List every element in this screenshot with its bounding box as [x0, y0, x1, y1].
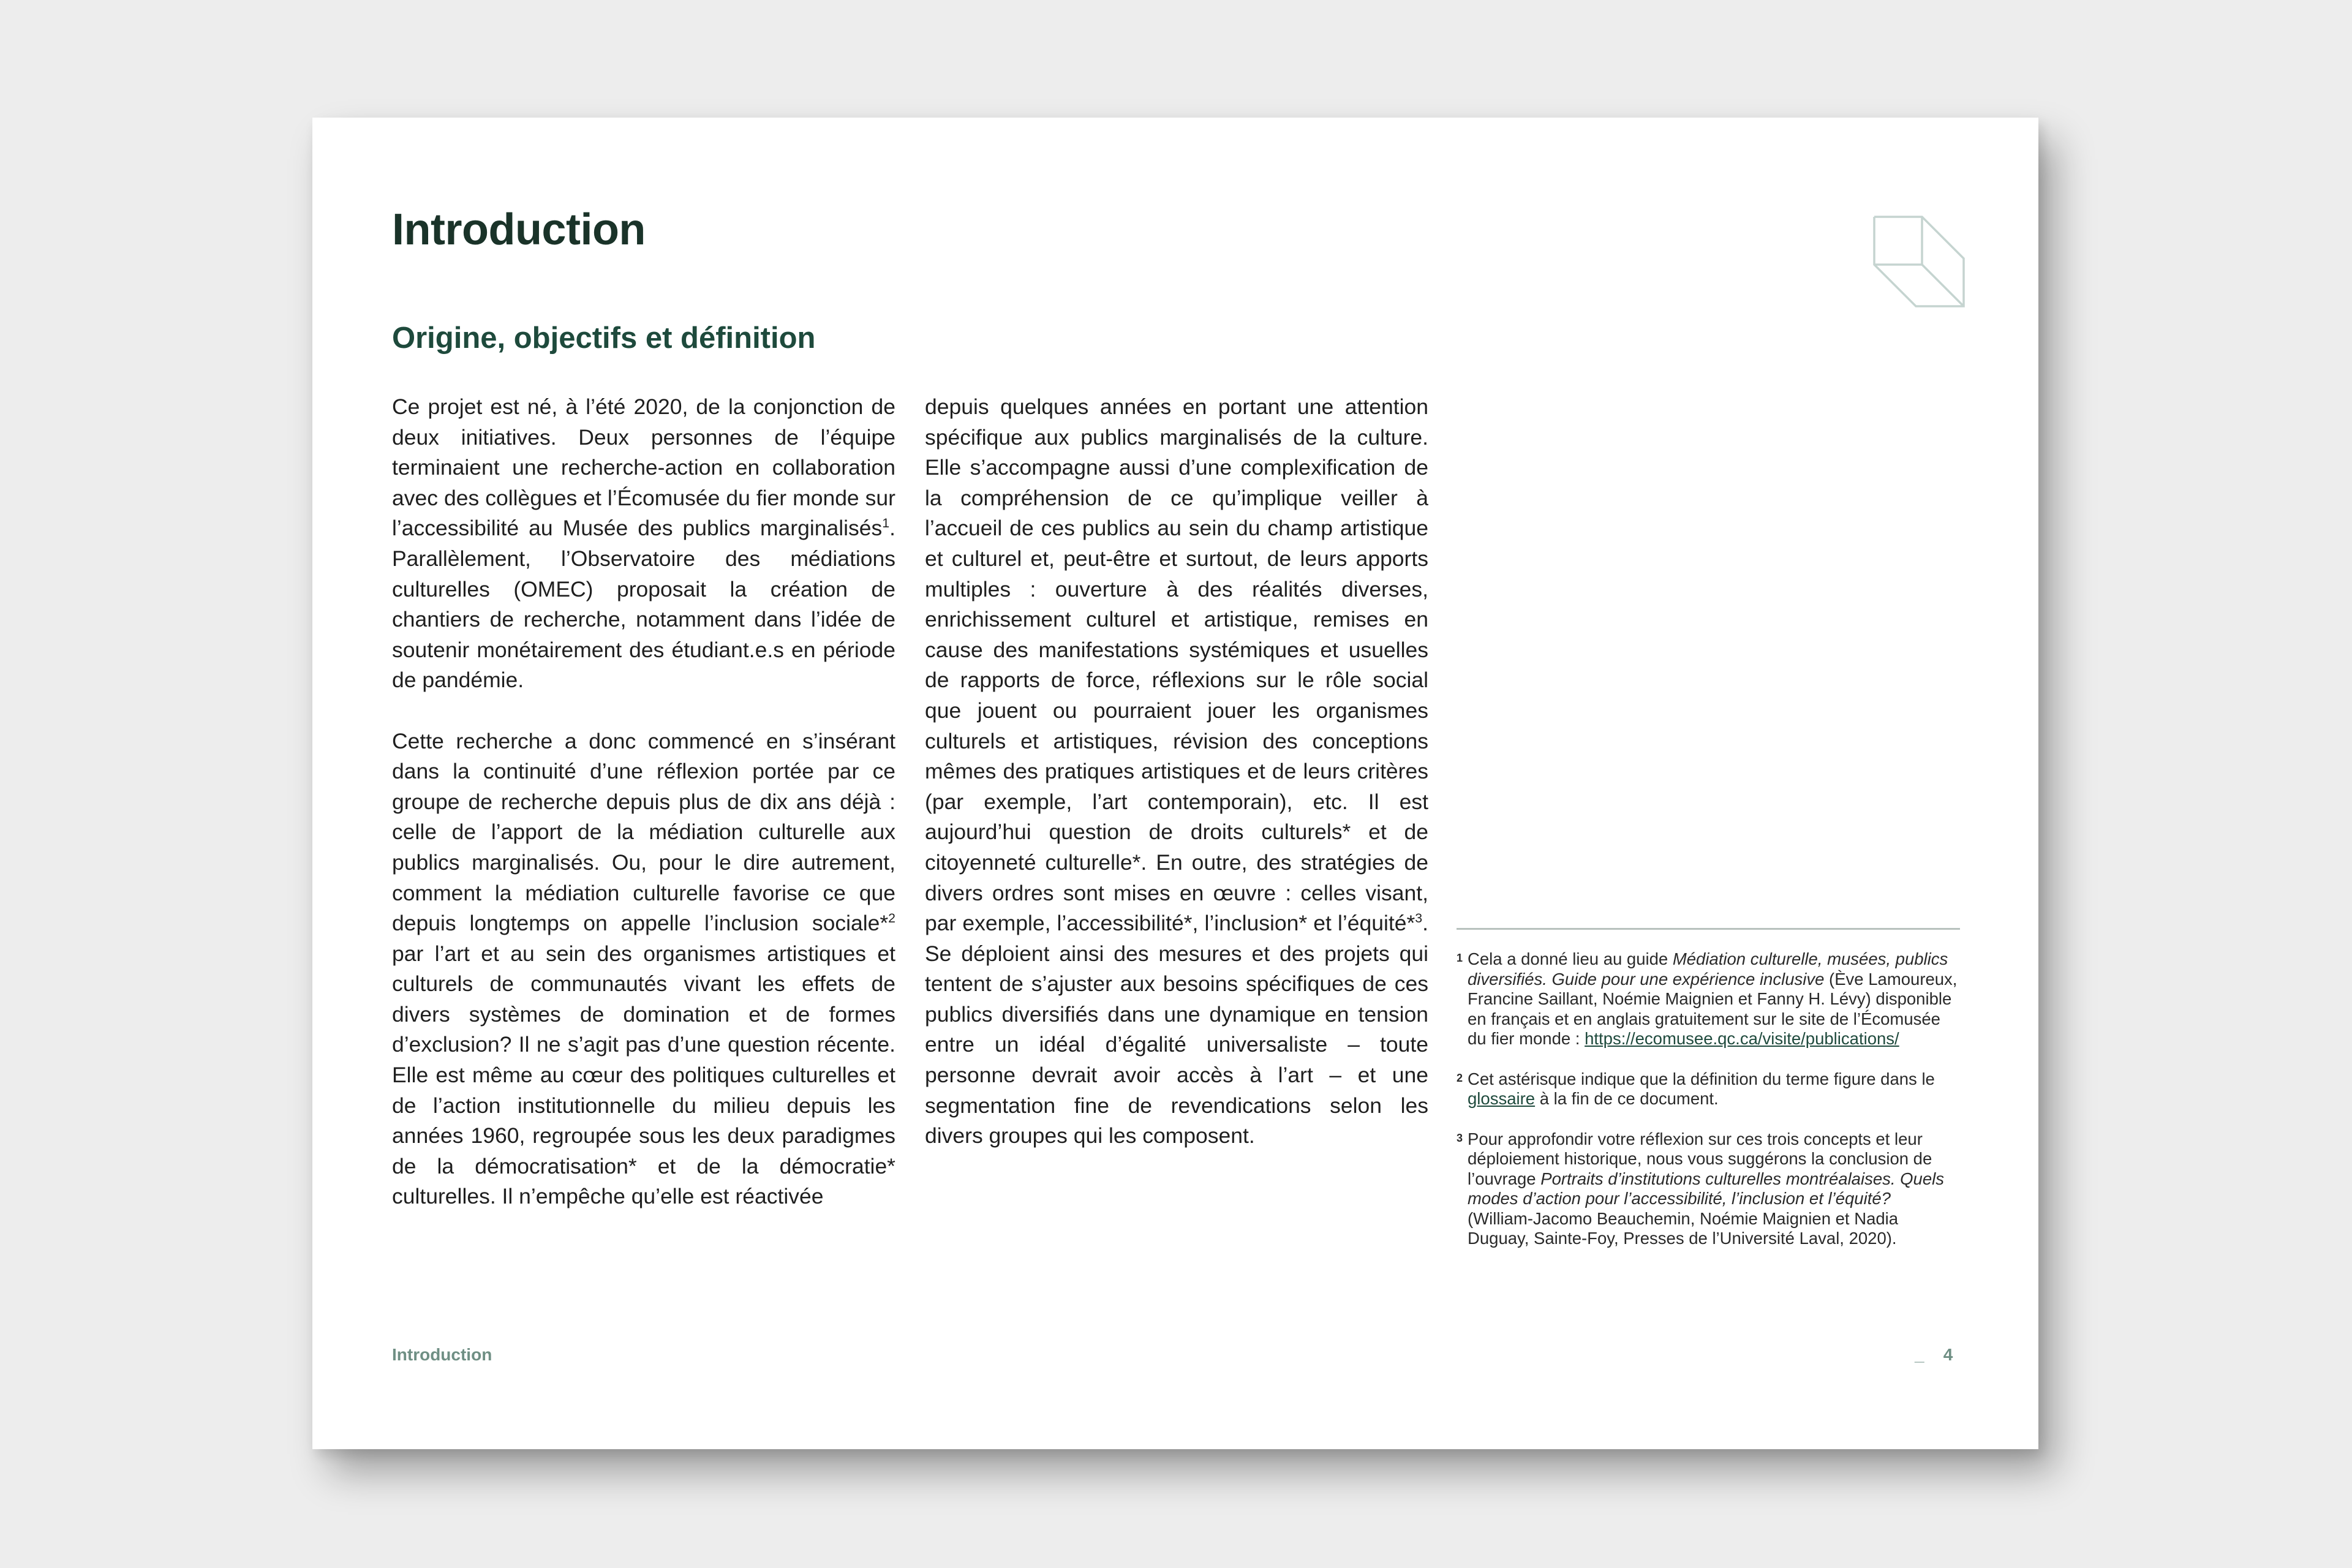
footnote-ref[interactable]: 1: [882, 516, 890, 531]
footnotes: [1457, 949, 1960, 1269]
body-column-2: [925, 392, 1428, 1152]
footnote-number: 2: [1457, 1071, 1463, 1084]
document-page: [312, 118, 2038, 1449]
footnote-2: 2 Cet astérisque indique que la définition du terme figure dans le glossaire à la fin de ce document.: [1457, 1069, 1935, 1108]
page-title: Introduction: [392, 205, 646, 254]
paragraph: Cette recherche a donc commencé en s’insérant dans la continuité d’une réflexion portée par ce groupe de recherche depuis plus de dix ans déjà : celle de l’apport de la médiation culturelle aux publics marginalisés. Ou, pour le dire autrement, comment la médiation culturelle favorise ce que depuis longtemps on appelle l’inclusion sociale*$^2$ par l’art et au sein des organismes artistiques et culturels de communautés vivant les effets de divers systèmes de domination et de formes d’exclusion? Il ne s’agit pas d’une question récente. Elle est même au cœur des politiques culturelles et de l’action institutionnelle du milieu depuis les années 1960, regroupée sous les deux paradigmes de la démocratisation* et de la démocratie* culturelles. Il n’empêche qu’elle est réactivée: [392, 728, 895, 1209]
page-number: 4: [1943, 1345, 1953, 1364]
folded-square-logo-icon: [1873, 216, 1965, 307]
footnote-ref[interactable]: 2: [888, 911, 895, 926]
footnote-1: 1 Cela a donné lieu au guide Médiation culturelle, musées, publics diversifiés. Guide pour une expérience inclusive (Ève Lamoureux, Francine Saillant, Noémie Maignien et Fanny H. Lévy) disponible en français et en anglais gratuitement sur le site de l’Écomusée du fier monde : https://ecomusee.qc.ca/visite/publications/: [1457, 949, 1958, 1048]
body-column-1: [392, 392, 895, 1212]
section-subtitle: Origine, objectifs et définition: [392, 322, 816, 355]
footer-page-number: [1915, 1345, 1953, 1365]
footer-separator: _: [1915, 1345, 1924, 1364]
paragraph: depuis quelques années en portant une attention spécifique aux publics marginalisés de la culture. Elle s’accompagne aussi d’une complexification de la compréhension de ce qu’implique veiller à l’accueil de ces publics au sein du champ artistique et culturel et, peut-être et surtout, de leurs apports multiples : ouverture à des réalités diverses, enrichissement culturel et artistique, remises en cause des manifestations systémiques et usuelles de rapports de force, réflexions sur le rôle social que jouent ou pourraient jouer les organismes culturels et artistiques, révision des conceptions mêmes des pratiques artistiques et de leurs critères (par exemple, l’art contemporain), etc. Il est aujourd’hui question de droits culturels* et de citoyenneté culturelle*. En outre, des stratégies de divers ordres sont mises en œuvre : celles visant, par exemple, l’accessibilité*, l’inclusion* et l’équité*$^3$. Se déploient ainsi des mesures et des projets qui tentent de s’ajuster aux besoins spécifiques de ces publics diversifiés dans une dynamique en tension entre un idéal d’égalité universaliste – toute personne devrait avoir accès à l’art – et une segmentation fine de revendications selon les divers groupes qui les composent.: [925, 394, 1428, 1148]
paragraph: Ce projet est né, à l’été 2020, de la conjonction de deux initiatives. Deux personnes de l’équipe terminaient une recherche-action en collaboration avec des collègues et l’Écomusée du fier monde sur l’accessibilité au Musée des publics marginalisés$^1$. Parallèlement, l’Observatoire des médiations culturelles (OMEC) proposait la création de chantiers de recherche, notamment dans l’idée de soutenir monétairement des étudiant.e.s en période de pandémie.: [392, 394, 895, 693]
footnote-3: 3 Pour approfondir votre réflexion sur ces trois concepts et leur déploiement historique, nous vous suggérons la conclusion de l’ouvrage Portraits d’institutions culturelles montréalaises. Quels modes d’action pour l’accessibilité, l’inclusion et l’équité? (William-Jacomo Beauchemin, Noémie Maignien et Nadia Duguay, Sainte-Foy, Presses de l’Université Laval, 2020).: [1457, 1129, 1945, 1248]
publications-link[interactable]: https://ecomusee.qc.ca/visite/publications/: [1585, 1029, 1899, 1048]
glossary-link[interactable]: glossaire: [1468, 1089, 1536, 1108]
footnote-number: 1: [1457, 952, 1463, 964]
footnote-ref[interactable]: 3: [1415, 911, 1423, 926]
footer-section-label: Introduction: [392, 1345, 492, 1364]
footnote-number: 3: [1457, 1131, 1463, 1144]
footnotes-divider: [1457, 928, 1960, 930]
